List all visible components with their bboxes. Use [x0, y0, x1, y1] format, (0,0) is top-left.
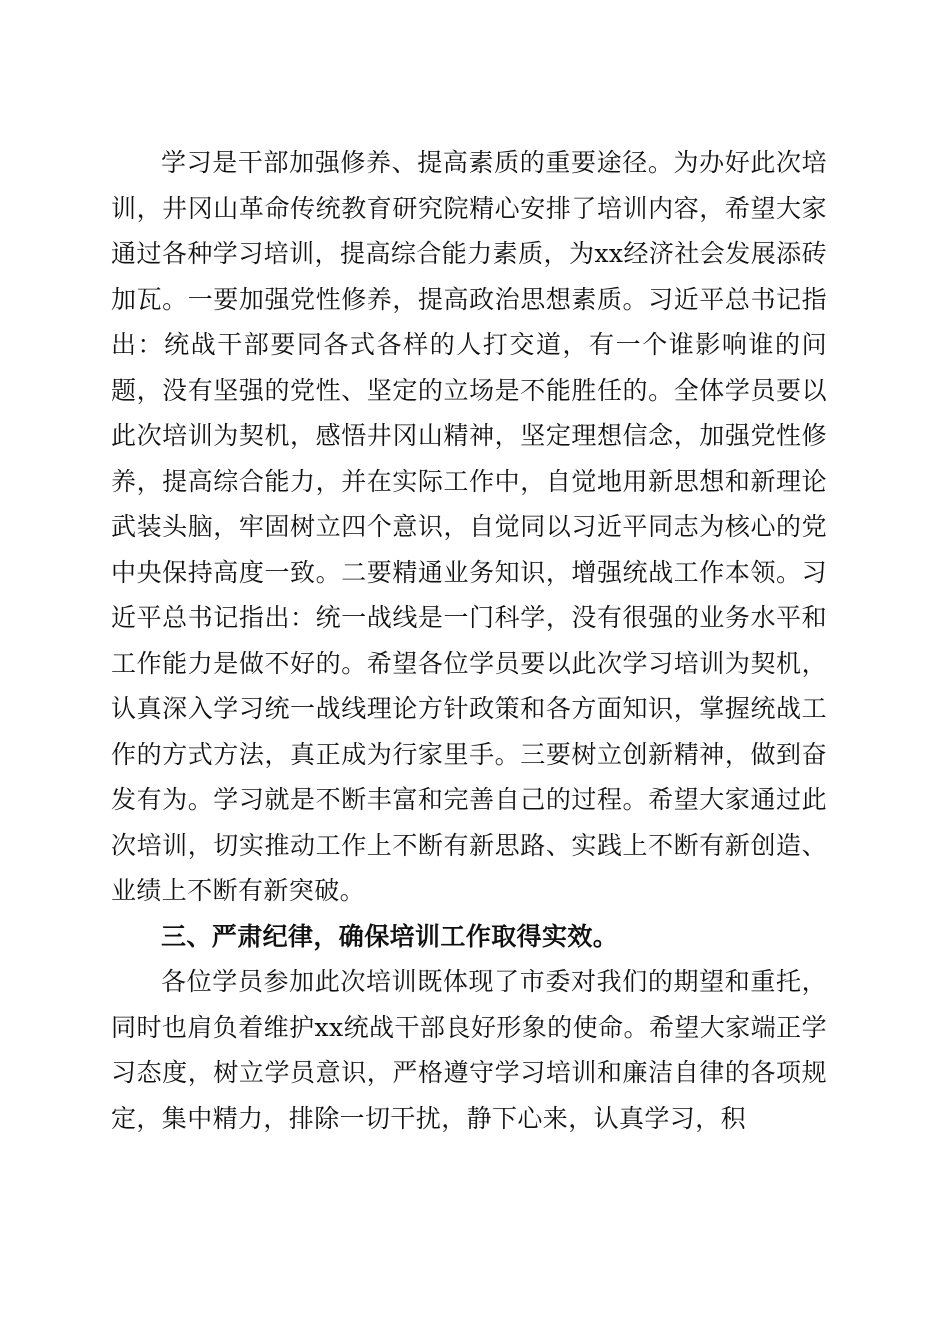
body-paragraph: 学习是干部加强修养、提高素质的重要途径。为办好此次培训，井冈山革命传统教育研究院精心安排了培训内容，希望大家通过各种学习培训，提高综合能力素质，为xx经济社会发展添砖加瓦。一要加强党性修养，提高政治思想素质。习近平总书记指出：统战干部要同各式各样的人打交道，有一个谁影响谁的问题，没有坚强的党性、坚定的立场是不能胜任的。全体学员要以此次培训为契机，感悟井冈山精神，坚定理想信念，加强党性修养，提高综合能力，并在实际工作中，自觉地用新思想和新理论武装头脑，牢固树立四个意识，自觉同以习近平同志为核心的党中央保持高度一致。二要精通业务知识，增强统战工作本领。习近平总书记指出：统一战线是一门科学，没有很强的业务水平和工作能力是做不好的。希望各位学员要以此次学习培训为契机，认真深入学习统一战线理论方针政策和各方面知识，掌握统战工作的方式方法，真正成为行家里手。三要树立创新精神，做到奋发有为。学习就是不断丰富和完善自己的过程。希望大家通过此次培训，切实推动工作上不断有新思路、实践上不断有新创造、业绩上不断有新突破。 — [111, 148, 827, 905]
section-heading: 三、严肃纪律，确保培训工作取得实效。 — [161, 921, 619, 951]
document-body — [111, 140, 827, 1141]
body-paragraph: 各位学员参加此次培训既体现了市委对我们的期望和重托，同时也肩负着维护xx统战干部良好形象的使命。希望大家端正学习态度，树立学员意识，严格遵守学习培训和廉洁自律的各项规定，集中精力，排除一切干扰，静下心来，认真学习，积 — [111, 967, 827, 1133]
